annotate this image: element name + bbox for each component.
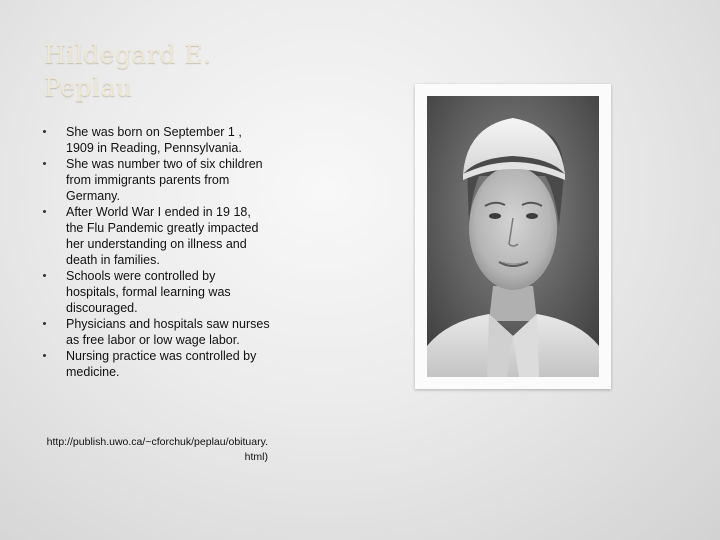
- portrait-photo: [427, 96, 599, 377]
- bullet-dot-icon: [43, 322, 46, 325]
- bullet-item: [40, 268, 270, 316]
- slide-title: Hildegard E. Peplau: [44, 40, 212, 102]
- bullet-dot-icon: [43, 162, 46, 165]
- bullet-dot-icon: [43, 354, 46, 357]
- bullet-item: [40, 348, 270, 380]
- bullet-text: Schools were controlled by hospitals, formal learning was discouraged.: [66, 269, 231, 315]
- bullet-item: [40, 156, 270, 204]
- bullet-item: [40, 316, 270, 348]
- bullet-text: Nursing practice was controlled by medicine.: [66, 349, 257, 379]
- bullet-text: She was number two of six children from immigrants parents from Germany.: [66, 157, 263, 203]
- bullet-dot-icon: [43, 210, 46, 213]
- bullet-dot-icon: [43, 130, 46, 133]
- source-link[interactable]: http://publish.uwo.ca/~cforchuk/peplau/obituary.html): [46, 436, 268, 463]
- bullet-item: [40, 124, 270, 156]
- bullet-text: She was born on September 1 , 1909 in Reading, Pennsylvania.: [66, 125, 242, 155]
- bullet-item: [40, 204, 270, 268]
- bullet-text: Physicians and hospitals saw nurses as free labor or low wage labor.: [66, 317, 270, 347]
- bullet-list: [40, 124, 270, 380]
- portrait-photo-frame: [415, 84, 611, 389]
- bullet-dot-icon: [43, 274, 46, 277]
- bullet-text: After World War I ended in 19 18, the Flu Pandemic greatly impacted her understanding on illness and death in families.: [66, 205, 259, 267]
